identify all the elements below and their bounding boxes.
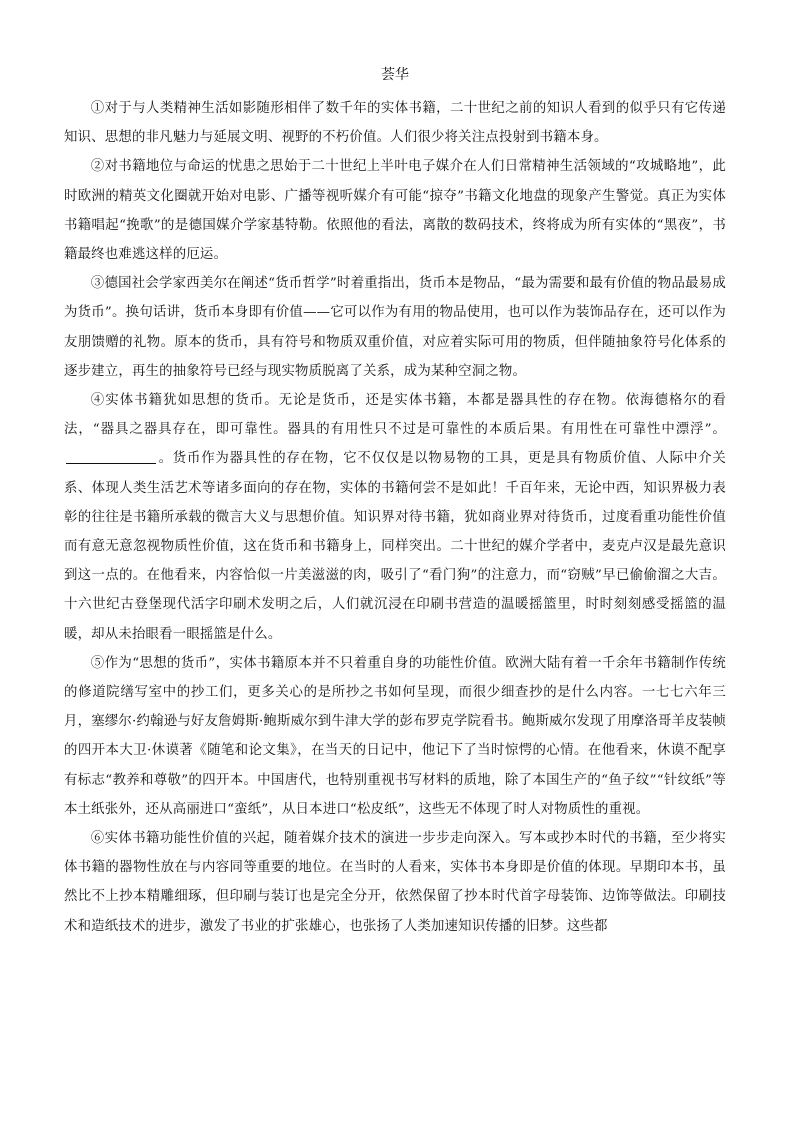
paragraph-4-part-1: ④实体书籍犹如思想的货币。无论是货币，还是实体书籍，本都是器具性的存在物。依海德格尔的看法，“器具之器具存在，即可靠性。器具的有用性只不过是可靠性的本质后果。有用性在可靠性中漂浮”。 <box>64 393 726 438</box>
fill-in-blank[interactable] <box>66 449 156 464</box>
document-title: 荟华 <box>381 67 409 83</box>
paragraph-4-part-2: 。货币作为器具性的存在物，它不仅仅是以物易物的工具，更是具有物质价值、人际中介关系、体现人类生活艺术等诸多面向的存在物，实体的书籍何尝不是如此！千百年来，无论中西，知识界极力表彰的往往是书籍所承载的微言大义与思想价值。知识界对待书籍，犹如商业界对待货币，过度看重功能性价值而有意无意忽视物质性价值，这在货币和书籍身上，同样突出。二十世纪的媒介学者中，麦克卢汉是最先意识到这一点的。在他看来，内容恰似一片美滋滋的肉，吸引了“看门狗”的注意力，而“窃贼”早已偷偷溜之大吉。十六世纪古登堡现代活字印刷术发明之后，人们就沉浸在印刷书营造的温暖摇篮里，时时刻刻感受摇篮的温暖，却从未抬眼看一眼摇篮是什么。 <box>64 451 726 642</box>
paragraph-5: ⑤作为“思想的货币”，实体书籍原本并不只着重自身的功能性价值。欧洲大陆有着一千余年书籍制作传统的修道院缮写室中的抄工们，更多关心的是所抄之书如何呈现，而很少细查抄的是什么内容。一七七六年三月，塞缪尔·约翰逊与好友詹姆斯·鲍斯威尔到牛津大学的彭布罗克学院看书。鲍斯威尔发现了用摩洛哥羊皮装帧的四开本大卫·休谟著《随笔和论文集》，在当天的日记中，他记下了当时惊愕的心情。在他看来，休谟不配享有标志“教养和尊敬”的四开本。中国唐代，也特别重视书写材料的质地，除了本国生产的“鱼子纹”“针纹纸”等本土纸张外，还从高丽进口“蛮纸”，从日本进口“松皮纸”，这些无不体现了时人对物质性的重视。 <box>64 655 726 817</box>
paragraph-6: ⑥实体书籍功能性价值的兴起，随着媒介技术的演进一步步走向深入。写本或抄本时代的书籍，至少将实体书籍的器物性放在与内容同等重要的地位。在当时的人看来，实体书本身即是价值的体现。早期印本书，虽然比不上抄本精雕细琢，但印刷与装订也是完全分开，依然保留了抄本时代首字母装饰、边饰等做法。印刷技术和造纸技术的进步，激发了书业的扩张雄心，也张扬了人类加速知识传播的旧梦。这些都 <box>64 831 726 934</box>
document-page <box>64 62 726 941</box>
paragraph-1: ①对于与人类精神生活如影随形相伴了数千年的实体书籍，二十世纪之前的知识人看到的似乎只有它传递知识、思想的非凡魅力与延展文明、视野的不朽价值。人们很少将关注点投射到书籍本身。 <box>64 101 726 146</box>
paragraph-2: ②对书籍地位与命运的忧患之思始于二十世纪上半叶电子媒介在人们日常精神生活领域的“攻城略地”，此时欧洲的精英文化圈就开始对电影、广播等视听媒介有可能“掠夺”书籍文化地盘的现象产生警觉。真正为实体书籍唱起“挽歌”的是德国媒介学家基特勒。依照他的看法，离散的数码技术，终将成为所有实体的“黑夜”，书籍最终也难逃这样的厄运。 <box>64 159 726 263</box>
paragraph-3: ③德国社会学家西美尔在阐述“货币哲学”时着重指出，货币本是物品，“最为需要和最有价值的物品最易成为货币”。换句话讲，货币本身即有价值——它可以作为有用的物品使用，也可以作为装饰品存在，还可以作为友朋馈赠的礼物。原本的货币，具有符号和物质双重价值，对应着实际可用的物质，但伴随抽象符号化体系的逐步建立，再生的抽象符号已经与现实物质脱离了关系，成为某种空洞之物。 <box>64 276 726 379</box>
paragraph-4 <box>64 386 726 649</box>
